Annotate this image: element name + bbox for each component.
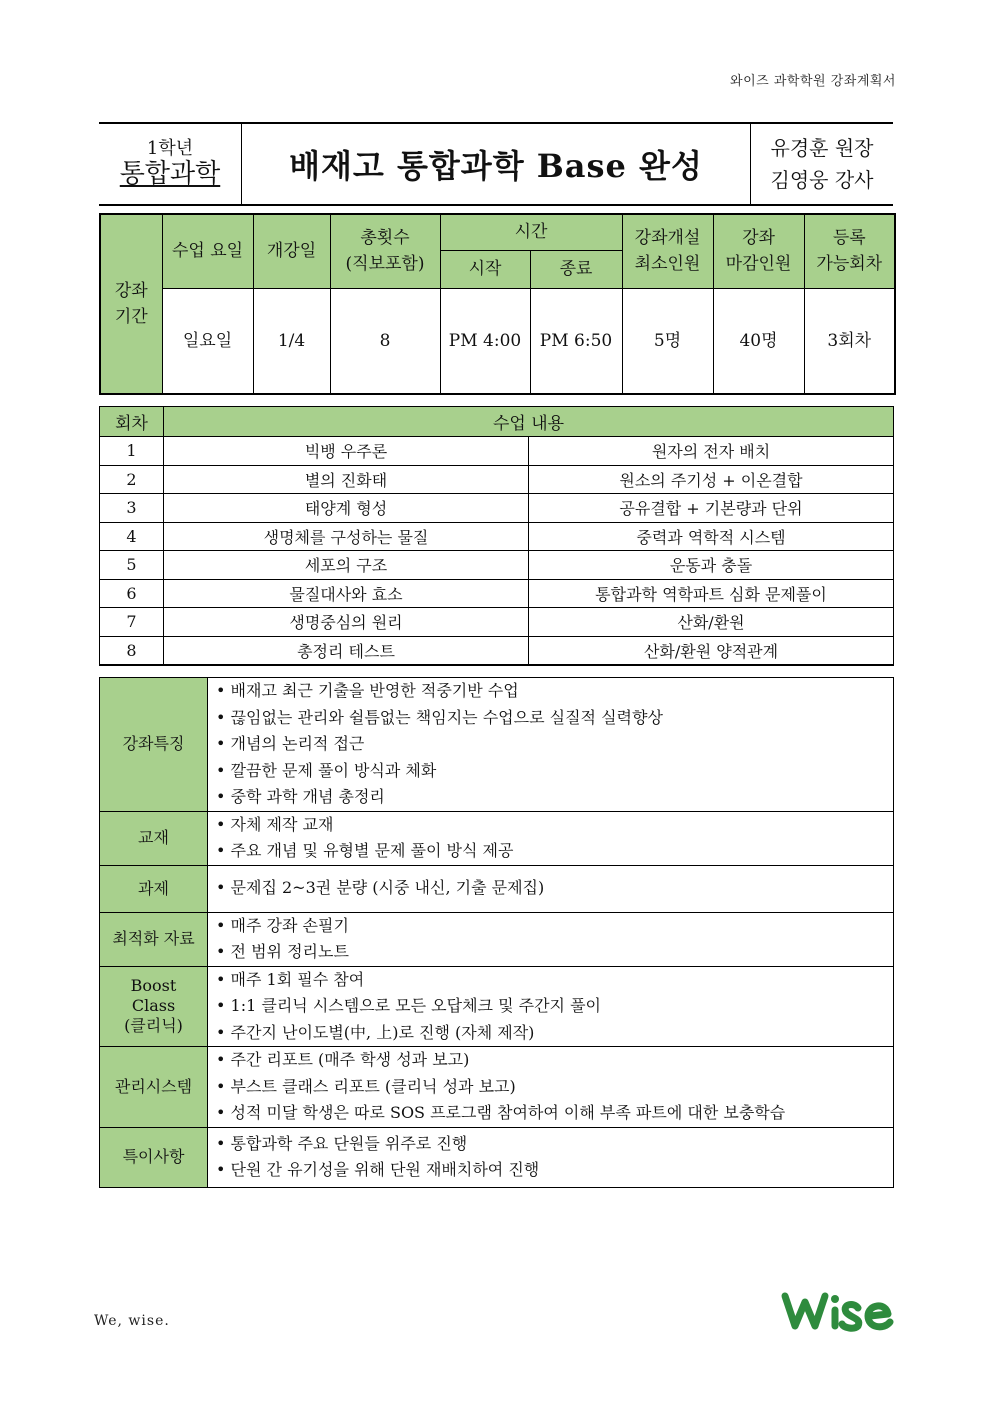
feature-list [216,1131,893,1184]
header-time-end: 종료 [530,250,622,288]
table-row [100,465,894,494]
table-row [100,551,894,580]
value-min-students: 5명 [622,288,713,394]
table-row [100,494,894,523]
feature-label: 교재 [100,811,208,865]
list-item: • 통합과학 주요 단원들 위주로 진행 [216,1131,893,1158]
session-topic-right: 원소의 주기성 + 이온결합 [529,465,894,494]
session-topic-left: 생명체를 구성하는 물질 [164,522,529,551]
list-item: • 개념의 논리적 접근 [216,731,893,758]
feature-list [216,875,893,902]
title-block [99,122,893,206]
feature-label: 강좌특징 [100,678,208,812]
list-item: • 부스트 클래스 리포트 (클리닉 성과 보고) [216,1074,893,1101]
value-time-start: PM 4:00 [440,288,530,394]
value-sessions: 8 [330,288,440,394]
value-time-end: PM 6:50 [530,288,622,394]
header-time: 시간 [440,214,622,250]
grade-subject-cell [99,124,242,204]
list-item: • 문제집 2~3권 분량 (시중 내신, 기출 문제집) [216,875,893,902]
session-topic-right: 중력과 역학적 시스템 [529,522,894,551]
session-topic-left: 생명중심의 원리 [164,608,529,637]
header-max-students: 강좌 마감인원 [713,214,804,288]
feature-label: Boost Class (클리닉) [100,966,208,1047]
session-topic-left: 빅뱅 우주론 [164,437,529,466]
header-min-students: 강좌개설 최소인원 [622,214,713,288]
feature-list [216,913,893,966]
session-number: 1 [100,437,164,466]
session-topic-right: 산화/환원 양적관계 [529,636,894,665]
footer-slogan: We, wise. [94,1313,170,1329]
period-label: 강좌 기간 [100,214,162,394]
session-topic-right: 원자의 전자 배치 [529,437,894,466]
teacher-1: 유경훈 원장 [770,136,874,160]
value-enroll-until: 3회차 [804,288,895,394]
table-row [100,522,894,551]
list-item: • 배재고 최근 기출을 반영한 적중기반 수업 [216,678,893,705]
value-day: 일요일 [162,288,253,394]
schedule-table [99,406,894,666]
header-day: 수업 요일 [162,214,253,288]
course-features-table [99,677,894,1188]
session-topic-left: 태양계 형성 [164,494,529,523]
list-item: • 주간지 난이도별(中, 上)로 진행 (자체 제작) [216,1020,893,1047]
schedule-header-session: 회차 [100,407,164,437]
course-info-table [99,213,896,395]
session-number: 8 [100,636,164,665]
session-topic-left: 별의 진화태 [164,465,529,494]
subject-label: 통합과학 [119,159,221,189]
feature-list [216,967,893,1047]
list-item: • 성적 미달 학생은 따로 SOS 프로그램 참여하여 이해 부족 파트에 대한 보충학습 [216,1100,893,1127]
teacher-2: 김영웅 강사 [770,168,874,192]
header-start-date: 개강일 [253,214,330,288]
list-item: • 끊임없는 관리와 쉴틈없는 책임지는 수업으로 실질적 실력향상 [216,705,893,732]
feature-label: 특이사항 [100,1127,208,1187]
value-max-students: 40명 [713,288,804,394]
header-enroll-until: 등록 가능회차 [804,214,895,288]
grade-label: 1학년 [146,138,194,159]
session-number: 2 [100,465,164,494]
list-item: • 매주 강좌 손필기 [216,913,893,940]
header-time-start: 시작 [440,250,530,288]
list-item: • 전 범위 정리노트 [216,939,893,966]
header-sessions: 총횟수 (직보포함) [330,214,440,288]
list-item: • 자체 제작 교재 [216,812,893,839]
feature-list [216,678,893,811]
session-topic-right: 산화/환원 [529,608,894,637]
session-number: 3 [100,494,164,523]
session-number: 5 [100,551,164,580]
list-item: • 1:1 클리닉 시스템으로 모든 오답체크 및 주간지 풀이 [216,993,893,1020]
teachers-cell [751,124,893,204]
session-topic-right: 운동과 충돌 [529,551,894,580]
session-number: 7 [100,608,164,637]
course-title: 배재고 통합과학 Base 완성 [242,124,751,204]
value-start-date: 1/4 [253,288,330,394]
session-topic-right: 통합과학 역학파트 심화 문제풀이 [529,579,894,608]
feature-list [216,812,893,865]
session-topic-right: 공유결합 + 기본량과 단위 [529,494,894,523]
session-number: 4 [100,522,164,551]
wise-logo-icon [780,1286,896,1338]
table-row [100,608,894,637]
feature-label: 과제 [100,865,208,912]
table-row [100,579,894,608]
session-topic-left: 세포의 구조 [164,551,529,580]
schedule-header-content: 수업 내용 [164,407,894,437]
document-header-note: 와이즈 과학학원 강좌계획서 [730,74,896,89]
list-item: • 주간 리포트 (매주 학생 성과 보고) [216,1047,893,1074]
feature-label: 최적화 자료 [100,912,208,966]
list-item: • 단원 간 유기성을 위해 단원 재배치하여 진행 [216,1157,893,1184]
list-item: • 주요 개념 및 유형별 문제 풀이 방식 제공 [216,838,893,865]
session-topic-left: 물질대사와 효소 [164,579,529,608]
feature-list [216,1047,893,1127]
list-item: • 매주 1회 필수 참여 [216,967,893,994]
list-item: • 깔끔한 문제 풀이 방식과 체화 [216,758,893,785]
table-row [100,636,894,665]
list-item: • 중학 과학 개념 총정리 [216,784,893,811]
session-number: 6 [100,579,164,608]
feature-label: 관리시스템 [100,1047,208,1128]
session-topic-left: 총정리 테스트 [164,636,529,665]
table-row [100,437,894,466]
